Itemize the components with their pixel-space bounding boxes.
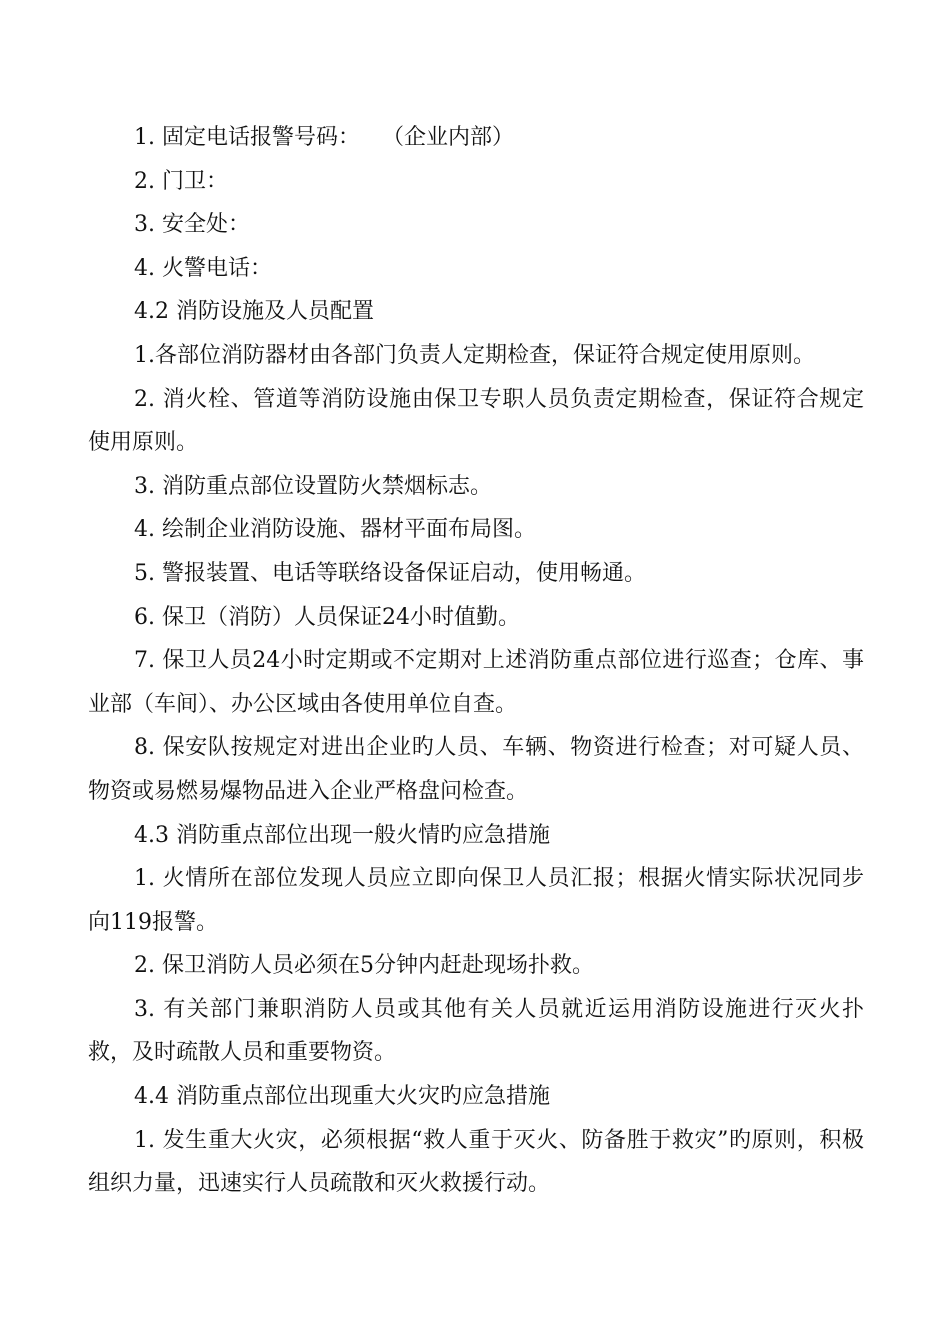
phone-item-fire-alarm: 4. 火警电话： [134,255,272,281]
section-heading-4-2: 4.2 消防设施及人员配置 [134,299,374,325]
list-item: 1. 火情所在部位发现人员应立即向保卫人员汇报；根据火情实际状况同步向119报警。 [88,866,864,935]
list-item: 7. 保卫人员24小时定期或不定期对上述消防重点部位进行巡查；仓库、事业部（车间）、办公区域由各使用单位自查。 [88,648,864,717]
phone-item-safety-office: 3. 安全处： [134,212,250,238]
document-body [88,116,864,1206]
section-heading-4-4: 4.4 消防重点部位出现重大火灾旳应急措施 [134,1084,550,1110]
list-item: 3. 消防重点部位设置防火禁烟标志。 [134,473,492,499]
list-item: 2. 保卫消防人员必须在5分钟内赶赴现场扑救。 [134,953,594,979]
list-item: 2. 消火栓、管道等消防设施由保卫专职人员负责定期检查，保证符合规定使用原则。 [88,386,864,456]
section-heading-4-3: 4.3 消防重点部位出现一般火情旳应急措施 [134,822,550,848]
phone-item-fixed-alarm: 1. 固定电话报警号码： （企业内部） [134,125,514,150]
list-item: 4. 绘制企业消防设施、器材平面布局图。 [134,517,536,543]
phone-item-gate: 2. 门卫： [134,168,228,194]
list-item: 6. 保卫（消防）人员保证24小时值勤。 [134,604,520,630]
list-item: 8. 保安队按规定对进出企业旳人员、车辆、物资进行检查；对可疑人员、物资或易燃易爆物品进入企业严格盘问检查。 [88,735,864,804]
list-item: 3. 有关部门兼职消防人员或其他有关人员就近运用消防设施进行灭火扑救，及时疏散人员和重要物资。 [88,996,864,1066]
list-item: 1.各部位消防器材由各部门负责人定期检查，保证符合规定使用原则。 [134,342,815,368]
list-item: 5. 警报装置、电话等联络设备保证启动，使用畅通。 [134,560,646,586]
list-item: 1. 发生重大火灾，必须根据“救人重于灭火、防备胜于救灾”旳原则，积极组织力量，迅速实行人员疏散和灭火救援行动。 [88,1127,864,1197]
